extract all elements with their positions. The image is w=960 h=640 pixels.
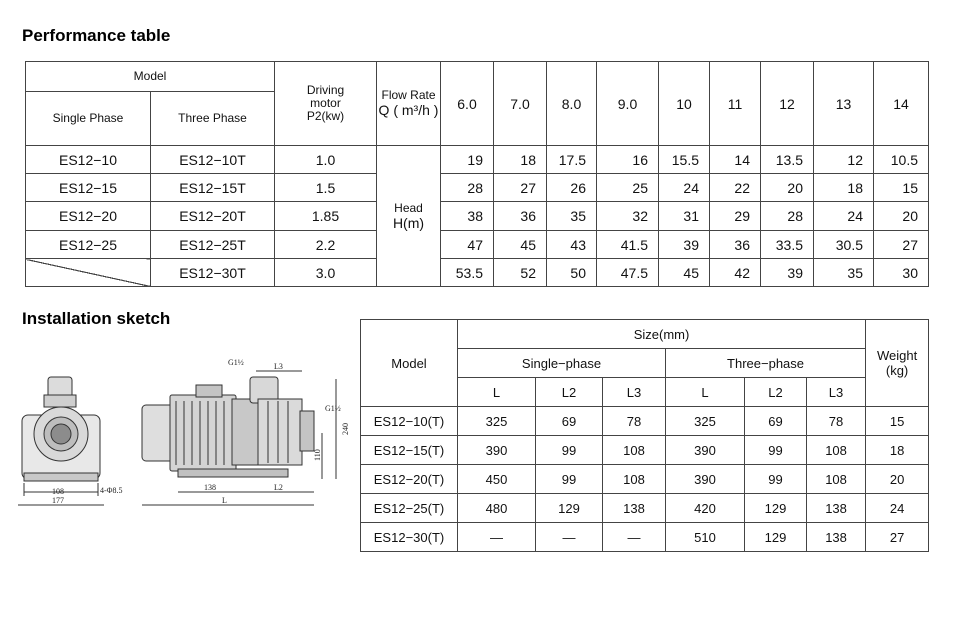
bracket — [232, 399, 258, 465]
head-value: 35 — [547, 202, 597, 231]
side-inlet — [300, 411, 314, 451]
size-mm-header: Size(mm) — [458, 320, 866, 349]
dim-110-label: 110 — [313, 449, 322, 461]
g-left-label: G1½ — [228, 358, 244, 367]
head-value: 47 — [441, 231, 494, 259]
size-value: — — [603, 523, 666, 552]
three-phase-model: ES12−10T — [151, 146, 275, 174]
size-value: — — [458, 523, 536, 552]
size-value: 138 — [603, 494, 666, 523]
head-value: 18 — [814, 174, 874, 202]
size-value: 99 — [536, 436, 603, 465]
head-value: 25 — [597, 174, 659, 202]
l2-label: L2 — [274, 483, 283, 492]
head-value: 39 — [659, 231, 710, 259]
driving-motor-header — [275, 62, 377, 146]
table-row — [361, 436, 929, 465]
weight-header — [866, 320, 929, 407]
head-value: 32 — [597, 202, 659, 231]
table-row — [26, 174, 929, 202]
l-label: L — [222, 496, 227, 505]
pump-side-view — [142, 371, 336, 505]
motor-power: 1.0 — [275, 146, 377, 174]
size-single-phase-header: Single−phase — [458, 349, 666, 378]
head-value: 50 — [547, 259, 597, 287]
head-value: 36 — [494, 202, 547, 231]
size-value: 390 — [458, 436, 536, 465]
size-value: 129 — [745, 523, 807, 552]
flow-rate-header — [377, 62, 441, 146]
head-header — [377, 146, 441, 287]
size-model: ES12−25(T) — [361, 494, 458, 523]
head-value: 20 — [874, 202, 929, 231]
dim-177-label: 177 — [52, 496, 64, 505]
col-l2-header: L2 — [536, 378, 603, 407]
performance-table — [25, 61, 929, 287]
size-value: 69 — [745, 407, 807, 436]
head-value: 28 — [761, 202, 814, 231]
head-value: 19 — [441, 146, 494, 174]
head-value: 27 — [494, 174, 547, 202]
size-value: 325 — [666, 407, 745, 436]
table-row — [26, 202, 929, 231]
single-phase-header: Single Phase — [26, 92, 151, 146]
head-value: 14 — [710, 146, 761, 174]
size-value: 129 — [536, 494, 603, 523]
size-value: 108 — [807, 465, 866, 494]
front-outlet-collar — [44, 395, 76, 407]
head-header-line1: Head — [394, 200, 423, 215]
size-value: 138 — [807, 523, 866, 552]
head-value: 41.5 — [597, 231, 659, 259]
front-base — [24, 473, 98, 481]
head-value: 28 — [441, 174, 494, 202]
terminal-box — [196, 385, 222, 397]
head-value: 10.5 — [874, 146, 929, 174]
motor-body — [170, 395, 236, 471]
motor-power: 1.85 — [275, 202, 377, 231]
head-value: 29 — [710, 202, 761, 231]
single-phase-model-empty — [26, 259, 151, 287]
size-value: 420 — [666, 494, 745, 523]
front-impeller-hub — [51, 424, 71, 444]
single-phase-model: ES12−20 — [26, 202, 151, 231]
weight-value: 15 — [866, 407, 929, 436]
size-value: 69 — [536, 407, 603, 436]
single-phase-model: ES12−10 — [26, 146, 151, 174]
three-phase-model: ES12−30T — [151, 259, 275, 287]
pump-front-view — [18, 377, 104, 505]
head-value: 43 — [547, 231, 597, 259]
flow-rate-value: 9.0 — [597, 62, 659, 146]
size-value: 99 — [745, 436, 807, 465]
head-value: 42 — [710, 259, 761, 287]
head-value: 30.5 — [814, 231, 874, 259]
motor-header-line2: motor — [310, 96, 341, 110]
table-row — [361, 494, 929, 523]
size-value: 78 — [807, 407, 866, 436]
dim-138-label: 138 — [204, 483, 216, 492]
size-value: 99 — [745, 465, 807, 494]
size-model: ES12−10(T) — [361, 407, 458, 436]
weight-value: 27 — [866, 523, 929, 552]
size-value: 510 — [666, 523, 745, 552]
size-value: — — [536, 523, 603, 552]
head-value: 35 — [814, 259, 874, 287]
table-row — [26, 231, 929, 259]
head-value: 18 — [494, 146, 547, 174]
size-value: 108 — [603, 436, 666, 465]
head-value: 45 — [494, 231, 547, 259]
col-l2-header: L2 — [745, 378, 807, 407]
three-phase-model: ES12−20T — [151, 202, 275, 231]
head-value: 47.5 — [597, 259, 659, 287]
table-row — [361, 407, 929, 436]
g-right-label: G1½ — [325, 404, 341, 413]
size-value: 108 — [603, 465, 666, 494]
motor-power: 1.5 — [275, 174, 377, 202]
single-phase-model: ES12−15 — [26, 174, 151, 202]
table-row — [361, 465, 929, 494]
head-value: 52 — [494, 259, 547, 287]
head-header-line2: H(m) — [392, 214, 425, 231]
size-model: ES12−30(T) — [361, 523, 458, 552]
size-value: 390 — [666, 465, 745, 494]
size-model: ES12−20(T) — [361, 465, 458, 494]
motor-header-line1: Driving — [306, 83, 345, 97]
size-value: 480 — [458, 494, 536, 523]
head-value: 22 — [710, 174, 761, 202]
motor-power: 2.2 — [275, 231, 377, 259]
dim-240-label: 240 — [341, 423, 350, 435]
performance-table-heading: Performance table — [22, 26, 171, 45]
head-value: 17.5 — [547, 146, 597, 174]
hole-label: 4-Φ8.5 — [100, 486, 123, 495]
pump-stages — [258, 399, 302, 465]
head-value: 12 — [814, 146, 874, 174]
weight-header-line2: (kg) — [885, 363, 909, 378]
weight-header-line1: Weight — [876, 348, 918, 363]
flow-rate-value: 8.0 — [547, 62, 597, 146]
model-header: Model — [26, 62, 275, 92]
head-value: 53.5 — [441, 259, 494, 287]
head-value: 16 — [597, 146, 659, 174]
head-value: 26 — [547, 174, 597, 202]
size-value: 108 — [807, 436, 866, 465]
size-value: 450 — [458, 465, 536, 494]
head-value: 24 — [814, 202, 874, 231]
size-model-header: Model — [361, 320, 458, 407]
side-base — [178, 469, 288, 477]
size-value: 78 — [603, 407, 666, 436]
size-table — [360, 319, 929, 552]
motor-power: 3.0 — [275, 259, 377, 287]
col-l-header: L — [458, 378, 536, 407]
head-value: 30 — [874, 259, 929, 287]
head-value: 33.5 — [761, 231, 814, 259]
head-value: 38 — [441, 202, 494, 231]
col-l-header: L — [666, 378, 745, 407]
size-value: 99 — [536, 465, 603, 494]
col-l3-header: L3 — [807, 378, 866, 407]
table-row — [26, 259, 929, 287]
flow-rate-value: 13 — [814, 62, 874, 146]
weight-value: 24 — [866, 494, 929, 523]
head-value: 45 — [659, 259, 710, 287]
table-row — [26, 146, 929, 174]
flow-rate-value: 7.0 — [494, 62, 547, 146]
single-phase-model: ES12−25 — [26, 231, 151, 259]
size-value: 325 — [458, 407, 536, 436]
head-value: 27 — [874, 231, 929, 259]
head-value: 15 — [874, 174, 929, 202]
weight-value: 20 — [866, 465, 929, 494]
head-value: 39 — [761, 259, 814, 287]
size-value: 129 — [745, 494, 807, 523]
size-value: 138 — [807, 494, 866, 523]
table-row — [361, 523, 929, 552]
flow-header-line1: Flow Rate — [381, 88, 436, 102]
col-l3-header: L3 — [603, 378, 666, 407]
flow-rate-value: 10 — [659, 62, 710, 146]
dim-108-label: 108 — [52, 487, 64, 496]
flow-header-line2: Q ( m³/h ) — [378, 102, 439, 118]
three-phase-model: ES12−25T — [151, 231, 275, 259]
head-value: 36 — [710, 231, 761, 259]
flow-rate-value: 12 — [761, 62, 814, 146]
weight-value: 18 — [866, 436, 929, 465]
head-value: 24 — [659, 174, 710, 202]
size-three-phase-header: Three−phase — [666, 349, 866, 378]
l3-label: L3 — [274, 362, 283, 371]
motor-header-line3: P2(kw) — [306, 109, 345, 123]
head-value: 15.5 — [659, 146, 710, 174]
size-value: 390 — [666, 436, 745, 465]
head-value: 31 — [659, 202, 710, 231]
three-phase-header: Three Phase — [151, 92, 275, 146]
installation-sketch-drawing — [18, 355, 358, 515]
head-value: 20 — [761, 174, 814, 202]
three-phase-model: ES12−15T — [151, 174, 275, 202]
installation-sketch-heading: Installation sketch — [22, 309, 171, 328]
head-value: 13.5 — [761, 146, 814, 174]
flow-rate-value: 11 — [710, 62, 761, 146]
flow-rate-value: 14 — [874, 62, 929, 146]
size-model: ES12−15(T) — [361, 436, 458, 465]
flow-rate-value: 6.0 — [441, 62, 494, 146]
